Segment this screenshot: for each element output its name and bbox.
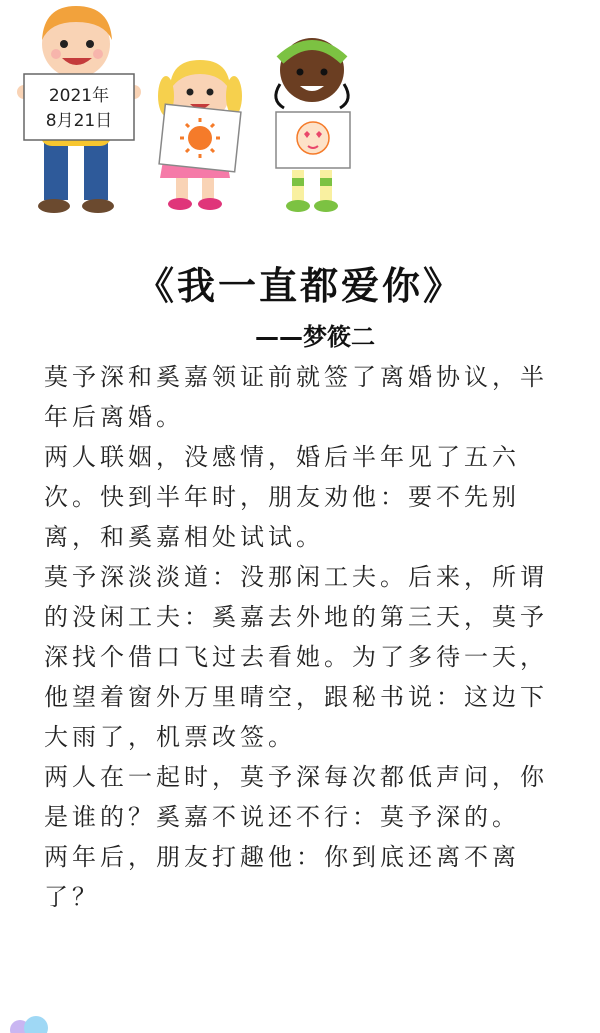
paragraph: 两人在一起时，莫予深每次都低声问，你是谁的？奚嘉不说还不行：莫予深的。 — [44, 763, 548, 831]
author-byline: ——梦筱二 — [255, 323, 375, 351]
heart-face-sign — [276, 112, 350, 168]
paragraph: 两人联姻，没感情，婚后半年见了五六次。快到半年时，朋友劝他：要不先别离，和奚嘉相处试试。 — [44, 443, 520, 551]
paragraph: 莫予深和奚嘉领证前就签了离婚协议，半年后离婚。 — [44, 363, 548, 431]
balloon-icon — [0, 1008, 60, 1033]
page-title: 《我一直都爱你》 — [135, 264, 464, 308]
children-illustration — [0, 0, 600, 240]
sign-date: 8月21日 — [45, 111, 113, 131]
sign-year: 2021年 — [48, 86, 110, 106]
sun-sign — [159, 104, 241, 172]
story-body — [44, 357, 566, 917]
paragraph: 两年后，朋友打趣他：你到底还离不离了？ — [44, 843, 520, 911]
date-sign — [24, 74, 134, 140]
face-icon — [297, 122, 329, 154]
sun-icon — [188, 126, 212, 150]
paragraph: 莫予深淡淡道：没那闲工夫。后来，所谓的没闲工夫：奚嘉去外地的第三天，莫予深找个借口飞过去看她。为了多待一天，他望着窗外万里晴空，跟秘书说：这边下大雨了，机票改签。 — [44, 563, 548, 751]
